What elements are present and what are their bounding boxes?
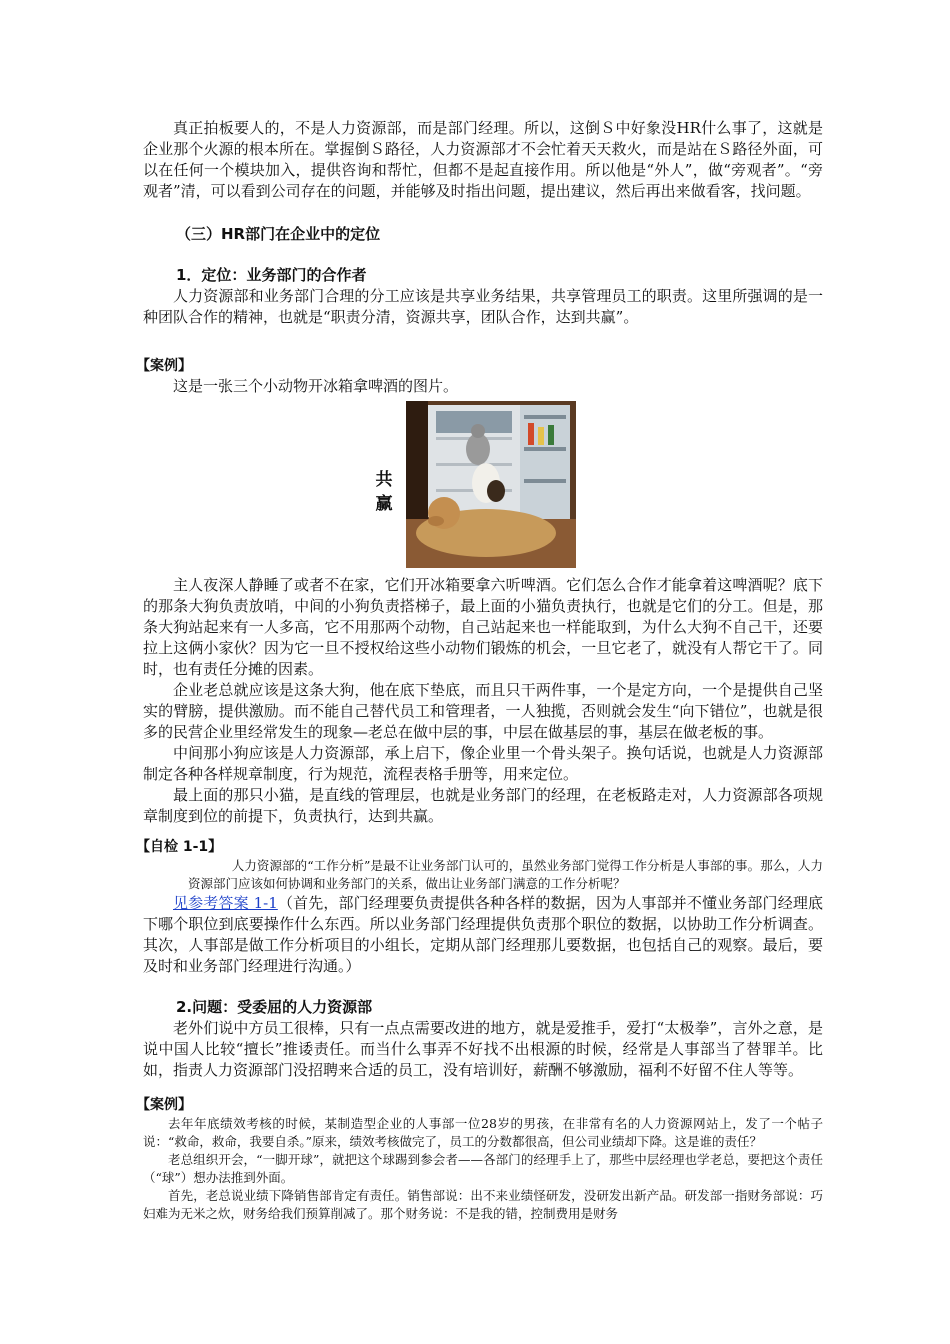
selfcheck-answer-paragraph <box>143 893 823 977</box>
side-char: 共 <box>375 470 393 490</box>
figure-side-text <box>373 468 395 516</box>
figure-block <box>143 401 823 571</box>
subheading-problem: 2.问题：受委屈的人力资源部 <box>176 998 373 1016</box>
case2-paragraph: 首先，老总说业绩下降销售部肯定有责任。销售部说：出不来业绩怪研发，没研发出新产品。研发部一指财务部说：巧妇难为无米之炊，财务给我们预算削减了。那个财务说：不是我的错，控制费用是财务 <box>143 1188 823 1221</box>
fridge-animals-photo <box>406 401 576 568</box>
case-label: 【案例】 <box>136 358 192 374</box>
story-paragraph: 最上面的那只小猫，是直线的管理层，也就是业务部门的经理，在老板路走对，人力资源部各项规章制度到位的前提下，负责执行，达到共赢。 <box>143 786 823 825</box>
subheading-positioning: 1．定位：业务部门的合作者 <box>176 266 367 284</box>
case-label: 【案例】 <box>136 1097 192 1113</box>
case-caption: 这是一张三个小动物开冰箱拿啤酒的图片。 <box>173 377 459 395</box>
side-char: 赢 <box>375 494 393 514</box>
case2-paragraph: 去年年底绩效考核的时候，某制造型企业的人事部一位28岁的男孩，在非常有名的人力资源网站上，发了一个帖子说：“救命，救命，我要自杀。”原来，绩效考核做完了，员工的分数都很高，但公司业绩却下降。这是谁的责任？ <box>143 1116 823 1149</box>
positioning-paragraph: 人力资源部和业务部门合理的分工应该是共享业务结果，共享管理员工的职责。这里所强调的是一种团队合作的精神，也就是“职责分清，资源共享，团队合作，达到共赢”。 <box>143 287 823 326</box>
section-heading: （三）HR部门在企业中的定位 <box>176 225 381 243</box>
story-paragraph: 主人夜深人静睡了或者不在家，它们开冰箱要拿六听啤酒。它们怎么合作才能拿着这啤酒呢？底下的那条大狗负责放哨，中间的小狗负责搭梯子，最上面的小猫负责执行，也就是它们的分工。但是，那条大狗站起来有一人多高，它不用那两个动物，自己站起来也一样能取到，为什么大狗不自己干，还要拉上这俩小家伙？因为它一旦不授权给这些小动物们锻炼的机会，一旦它老了，就没有人帮它干了。同时，也有责任分摊的因素。 <box>143 576 823 678</box>
intro-paragraph: 真正拍板要人的，不是人力资源部，而是部门经理。所以，这倒Ｓ中好象没HR什么事了，这就是企业那个火源的根本所在。掌握倒Ｓ路径，人力资源部才不会忙着天天救火，而是站在Ｓ路径外面，可以在任何一个模块加入，提供咨询和帮忙，但都不是起直接作用。所以他是“外人”，做“旁观者”。“旁观者”清，可以看到公司存在的问题，并能够及时指出问题，提出建议，然后再出来做看客，找问题。 <box>143 119 823 200</box>
document-page <box>136 118 823 1223</box>
story-paragraph: 企业老总就应该是这条大狗，他在底下垫底，而且只干两件事，一个是定方向，一个是提供自己坚实的臂膀，提供激励。而不能自己替代员工和管理者，一人独揽，否则就会发生“向下错位”，也就是很多的民营企业里经常发生的现象—老总在做中层的事，中层在做基层的事，基层在做老板的事。 <box>143 681 823 741</box>
selfcheck-answer: （首先，部门经理要负责提供各种各样的数据，因为人事部并不懂业务部门经理底下哪个职位到底要操作什么东西。所以业务部门经理提供负责那个职位的数据，以协助工作分析调查。其次，人事部是做工作分析项目的小组长，定期从部门经理那儿要数据，也包括自己的观察。最后，要及时和业务部门经理进行沟通。） <box>143 894 823 975</box>
selfcheck-question: 人力资源部的“工作分析”是最不让业务部门认可的，虽然业务部门觉得工作分析是人事部的事。那么，人力资源部门应该如何协调和业务部门的关系，做出让业务部门满意的工作分析呢？ <box>188 858 823 891</box>
fridge-photo-illustration <box>406 401 576 568</box>
case2-paragraph: 老总组织开会，“一脚开球”，就把这个球踢到参会者——各部门的经理手上了，那些中层经理也学老总，要把这个责任（“球”）想办法推到外面。 <box>143 1152 823 1185</box>
selfcheck-label: 【自检 1-1】 <box>136 839 223 855</box>
story-paragraph: 中间那小狗应该是人力资源部，承上启下，像企业里一个骨头架子。换句话说，也就是人力资源部制定各种各样规章制度，行为规范，流程表格手册等，用来定位。 <box>143 744 823 783</box>
answer-reference-link[interactable]: 见参考答案 1-1 <box>173 894 278 912</box>
problem-paragraph: 老外们说中方员工很棒，只有一点点需要改进的地方，就是爱推手，爱打“太极拳”，言外之意，是说中国人比较“擅长”推诿责任。而当什么事弄不好找不出根源的时候，经常是人事部当了替罪羊。比如，指责人力资源部门没招聘来合适的员工，没有培训好，薪酬不够激励，福利不好留不住人等等。 <box>143 1019 823 1079</box>
